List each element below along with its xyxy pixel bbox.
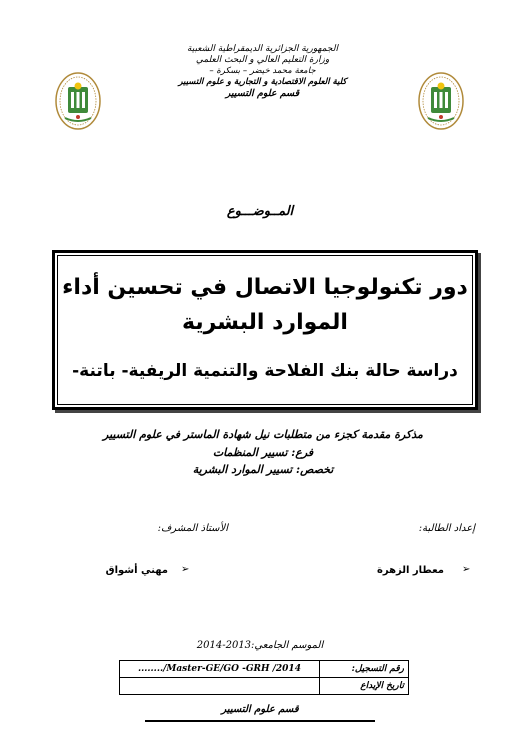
deposit-date-value	[120, 678, 320, 695]
university-logo-left	[55, 72, 101, 130]
case-study-line: دراسة حالة بنك الفلاحة والتنمية الريفية- باتنة-	[72, 361, 458, 381]
footer-department: قسم علوم التسيير	[221, 704, 299, 715]
title-box	[52, 250, 478, 410]
header-university: جامعة محمد خيضر – بسكرة –	[209, 66, 316, 76]
supervisor-name: مهني أشواق	[105, 565, 168, 576]
header-faculty: كلية العلوم الاقتصادية و التجارية و علوم التسيير	[178, 77, 347, 87]
header-ministry: وزارة التعليم العالي و البحث العلمي	[195, 55, 330, 65]
memo-purpose: مذكرة مقدمة كجزء من متطلبات نيل شهادة الماستر في علوم التسيير	[103, 428, 423, 441]
thesis-title-line1: دور تكنولوجيا الاتصال في تحسين أداء	[62, 275, 468, 300]
registration-number-value: ......../Master-GE/GO -GRH /2014	[120, 661, 320, 678]
thesis-title-line2: الموارد البشرية	[182, 310, 348, 335]
institution-header	[140, 44, 385, 99]
academic-year: الموسم الجامعي:2013-2014	[196, 640, 324, 651]
footer-divider	[145, 720, 375, 722]
deposit-date-label: تاريخ الإيداع	[320, 678, 409, 695]
supervisor-label: الأستاذ المشرف:	[157, 523, 228, 534]
registration-table	[119, 660, 409, 695]
university-logo-right	[418, 72, 464, 130]
arrow-bullet-icon: ➢	[462, 564, 471, 575]
arrow-bullet-icon: ➢	[181, 564, 190, 575]
registration-number-label: رقم التسجيل:	[320, 661, 409, 678]
memo-branch: فرع: تسيير المنظمات	[212, 446, 314, 459]
header-department: قسم علوم التسيير	[225, 88, 300, 99]
table-row	[120, 678, 409, 695]
subject-label: المــوضـــوع	[226, 204, 294, 219]
table-row	[120, 661, 409, 678]
student-label: إعداد الطالبة:	[418, 523, 475, 534]
memo-specialty: تخصص: تسيير الموارد البشرية	[192, 463, 334, 476]
student-name: معطار الزهرة	[376, 565, 444, 576]
header-republic: الجمهورية الجزائرية الديمقراطية الشعبية	[187, 44, 338, 54]
